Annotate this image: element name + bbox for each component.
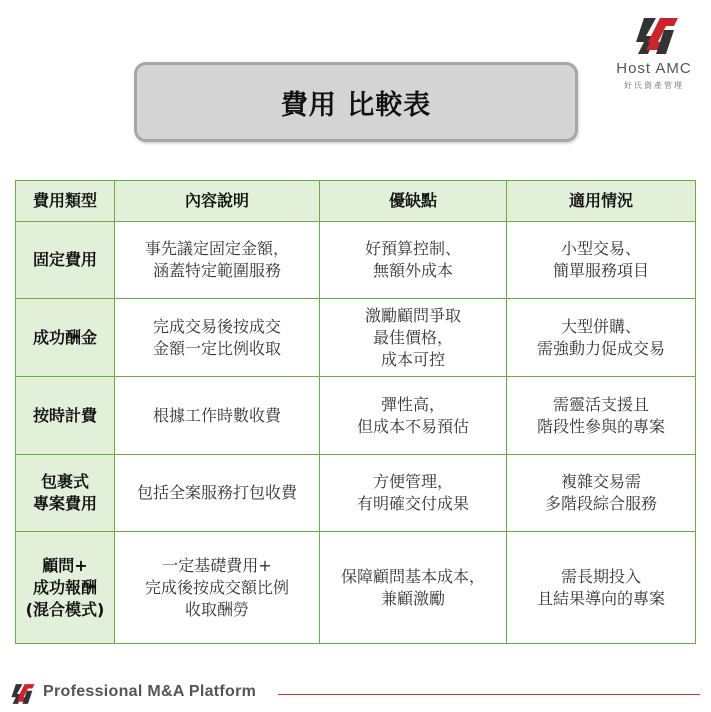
- footer-tagline: Professional M&A Platform: [43, 683, 257, 700]
- usage-text: 需長期投入 且結果導向的專案: [536, 566, 665, 608]
- fee-type-label: 固定費用: [32, 250, 97, 269]
- pros-cons-text: 保障顧問基本成本， 兼顧激勵: [340, 566, 485, 608]
- fee-type-label: 成功酬金: [32, 327, 97, 347]
- usage-text: 需靈活支援且 階段性參與的專案: [536, 394, 665, 436]
- row-pros-cons: [320, 299, 507, 377]
- row-content: [115, 222, 320, 299]
- header-pros-cons: 優缺點: [320, 181, 507, 222]
- row-pros-cons: [320, 222, 507, 299]
- row-fee-type: [16, 222, 115, 299]
- fee-comparison-table: [15, 180, 696, 644]
- row-pros-cons: [320, 455, 507, 532]
- footer: [10, 680, 700, 708]
- table-row: [16, 377, 696, 455]
- row-pros-cons: [320, 377, 507, 455]
- table-row: [16, 299, 696, 377]
- table-header-row: [16, 181, 696, 222]
- row-content: [115, 455, 320, 532]
- row-pros-cons: [320, 532, 507, 644]
- table-row: [16, 455, 696, 532]
- table-row: [16, 222, 696, 299]
- row-usage: [507, 455, 696, 532]
- pros-cons-text: 激勵顧問爭取 最佳價格， 成本可控: [364, 305, 461, 369]
- row-usage: [507, 222, 696, 299]
- usage-text: 大型併購、 需強動力促成交易: [536, 316, 665, 358]
- row-fee-type: [16, 455, 115, 532]
- host-amc-logo-icon: [634, 14, 680, 58]
- row-usage: [507, 532, 696, 644]
- fee-type-label: 按時計費: [32, 405, 97, 425]
- footer-divider: [278, 694, 700, 695]
- content-text: 根據工作時數收費: [152, 405, 281, 425]
- brand-subtitle: 好氏資產管理: [624, 81, 684, 90]
- header-content: 內容說明: [115, 181, 320, 222]
- page-title: 費用 比較表: [280, 89, 432, 121]
- host-amc-logo-icon: [10, 683, 36, 705]
- usage-text: 複雜交易需 多階段綜合服務: [544, 472, 657, 513]
- row-fee-type: [16, 532, 115, 644]
- row-content: [115, 299, 320, 377]
- fee-type-label: 包裹式 專案費用: [32, 472, 97, 513]
- content-text: 一定基礎費用+ 完成後按成交額比例 收取酬勞: [144, 555, 289, 619]
- usage-text: 小型交易、 簡單服務項目: [552, 239, 649, 280]
- content-text: 事先議定固定金額， 涵蓋特定範圍服務: [144, 239, 289, 280]
- row-usage: [507, 377, 696, 455]
- pros-cons-text: 方便管理， 有明確交付成果: [356, 472, 469, 513]
- content-text: 包括全案服務打包收費: [136, 483, 297, 502]
- title-box: [134, 62, 578, 142]
- row-fee-type: [16, 377, 115, 455]
- header-usage: 適用情況: [507, 181, 696, 222]
- brand-name: Host AMC: [616, 60, 692, 77]
- table-row: [16, 532, 696, 644]
- content-text: 完成交易後按成交 金額一定比例收取: [152, 316, 281, 358]
- row-content: [115, 532, 320, 644]
- row-usage: [507, 299, 696, 377]
- row-content: [115, 377, 320, 455]
- row-fee-type: [16, 299, 115, 377]
- header-fee-type: 費用類型: [16, 181, 115, 222]
- pros-cons-text: 彈性高， 但成本不易預估: [356, 394, 469, 436]
- brand-logo: [604, 14, 704, 94]
- fee-type-label: 顧問+ 成功報酬 (混合模式): [25, 555, 105, 619]
- pros-cons-text: 好預算控制、 無額外成本: [364, 239, 461, 280]
